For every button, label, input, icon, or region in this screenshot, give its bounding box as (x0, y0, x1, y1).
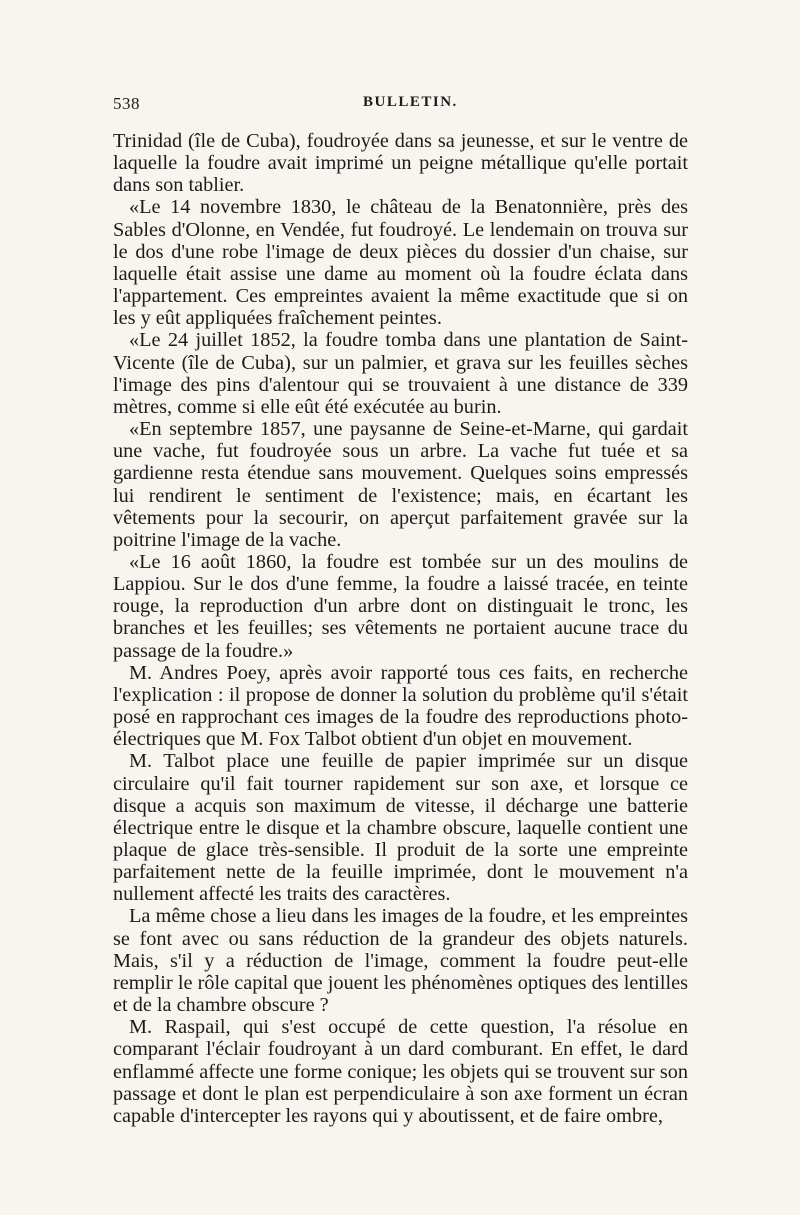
paragraph: «En septembre 1857, une paysanne de Seine-et-Marne, qui gardait une vache, fut foudroyée sous un arbre. La vache fut tuée et sa gardienne resta étendue sans mouvement. Quelques soins empressés lui rendirent le sentiment de l'existence; mais, en écartant les vêtements pour la secourir, on aperçut parfaitement gravée sur la poitrine l'image de la vache. (113, 418, 688, 551)
paragraph: Trinidad (île de Cuba), foudroyée dans sa jeunesse, et sur le ventre de laquelle la foudre avait imprimé un peigne métallique qu'elle portait dans son tablier. (113, 130, 688, 197)
paragraph: M. Raspail, qui s'est occupé de cette question, l'a résolue en comparant l'éclair foudroyant à un dard comburant. En effet, le dard enflammé affecte une forme conique; les objets qui se trouvent sur son passage et dont le plan est perpendiculaire à son axe forment un écran capable d'intercepter les rayons qui y aboutissent, et de faire ombre, (113, 1016, 688, 1127)
paragraph: «Le 24 juillet 1852, la foudre tomba dans une plantation de Saint-Vicente (île de Cuba), sur un palmier, et grava sur les feuilles sèches l'image des pins d'alentour qui se trouvaient à une distance de 339 mètres, comme si elle eût été exécutée au burin. (113, 329, 688, 418)
page-number: 538 (113, 94, 140, 113)
page-header (113, 94, 688, 120)
paragraph: «Le 16 août 1860, la foudre est tombée sur un des moulins de Lappiou. Sur le dos d'une femme, la foudre a laissé tracée, en teinte rouge, la reproduction d'un arbre dont on distinguait le tronc, les branches et les feuilles; ses vêtements ne portaient aucune trace du passage de la foudre.» (113, 550, 688, 662)
running-head: BULLETIN. (363, 94, 458, 110)
body-text (113, 130, 688, 1127)
paragraph: M. Talbot place une feuille de papier imprimée sur un disque circulaire qu'il fait tourner rapidement sur son axe, et lorsque ce disque a acquis son maximum de vitesse, il décharge une batterie électrique entre le disque et la chambre obscure, laquelle contient une plaque de glace très-sensible. Il produit de la sorte une empreinte parfaitement nette de la feuille imprimée, dont le mouvement n'a nullement affecté les traits des caractères. (113, 750, 688, 906)
paragraph: «Le 14 novembre 1830, le château de la Benatonnière, près des Sables d'Olonne, en Vendée, fut foudroyé. Le lendemain on trouva sur le dos d'une robe l'image de deux pièces du dossier d'un chaise, sur laquelle était assise une dame au moment où la foudre éclata dans l'appartement. Ces empreintes avaient la même exactitude que si on les y eût appliquées fraîchement peintes. (113, 196, 688, 330)
paragraph: La même chose a lieu dans les images de la foudre, et les empreintes se font avec ou sans réduction de la grandeur des objets naturels. Mais, s'il y a réduction de l'image, comment la foudre peut-elle remplir le rôle capital que jouent les phénomènes optiques des lentilles et de la chambre obscure ? (113, 905, 688, 1017)
paragraph: M. Andres Poey, après avoir rapporté tous ces faits, en recherche l'explication : il propose de donner la solution du problème qu'il s'était posé en rapprochant ces images de la foudre des reproductions photo-électriques que M. Fox Talbot obtient d'un objet en mouvement. (113, 661, 688, 751)
